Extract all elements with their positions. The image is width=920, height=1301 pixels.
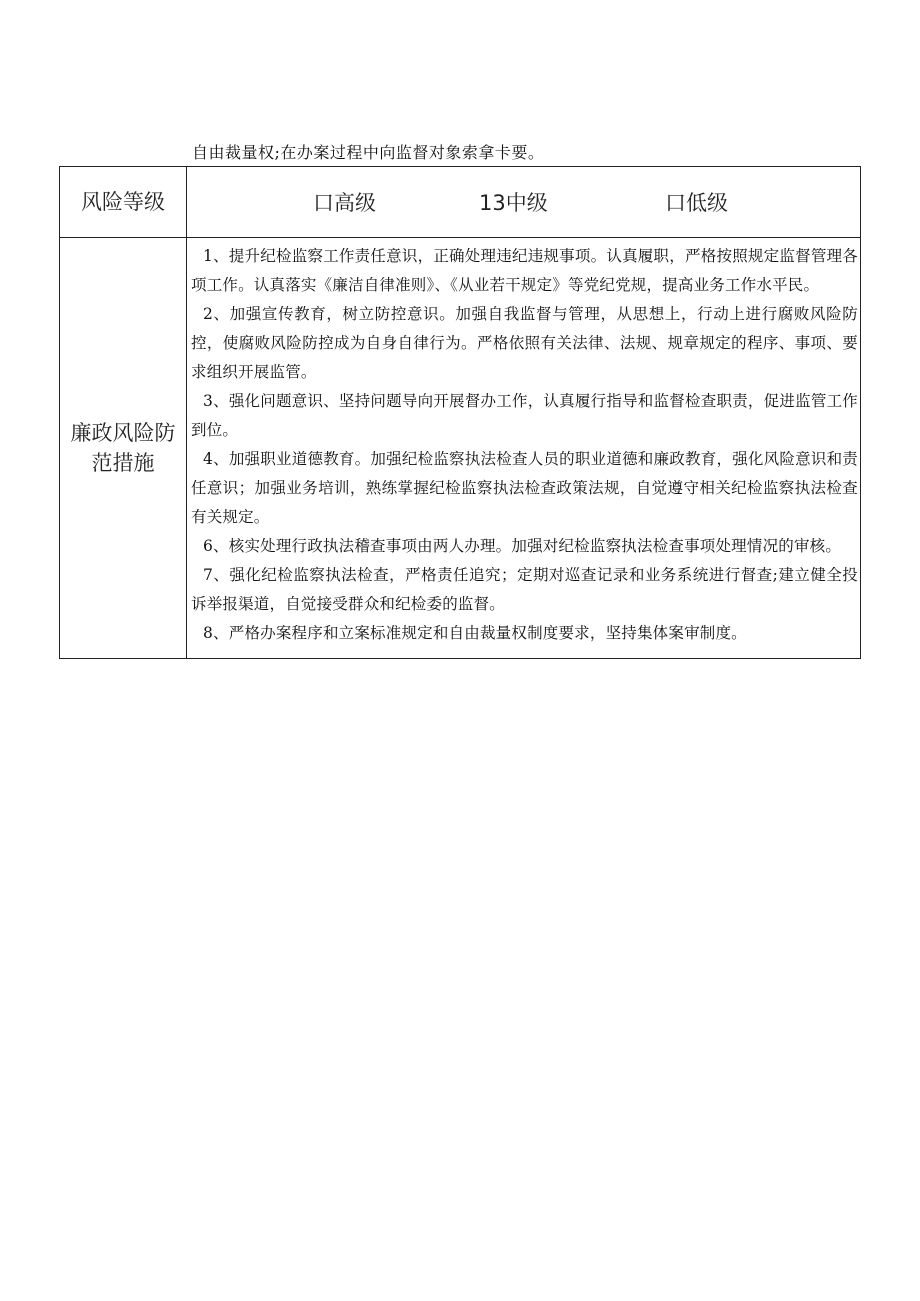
measure-item: 8、严格办案程序和立案标准规定和自由裁量权制度要求，坚持集体案审制度。 <box>203 624 747 642</box>
level-option-high: 口高级 <box>313 191 376 215</box>
measure-item: 1、提升纪检监察工作责任意识，正确处理违纪违规事项。认真履职，严格按照规定监督管理各项工作。认真落实《廉洁自律准则》、《从业若干规定》等党纪党规，提高业务工作水平民。 <box>191 247 858 294</box>
risk-level-options <box>187 167 861 238</box>
measure-item: 2、加强宣传教育，树立防控意识。加强自我监督与管理，从思想上，行动上进行腐败风险防控，使腐败风险防控成为自身自律行为。严格依照有关法律、法规、规章规定的程序、事项、要求组织开展监管。 <box>191 305 858 381</box>
level-option-low: 口低级 <box>665 191 728 215</box>
measure-item: 6、核实处理行政执法稽查事项由两人办理。加强对纪检监察执法检查事项处理情况的审核。 <box>203 537 842 555</box>
risk-level-label: 风险等级 <box>60 167 187 238</box>
measure-item: 3、强化问题意识、坚持问题导向开展督办工作，认真履行指导和监督检查职责，促进监管工作到位。 <box>191 392 858 439</box>
continuation-text: 自由裁量权;在办案过程中向监督对象索拿卡要。 <box>192 143 545 162</box>
risk-table <box>59 166 861 659</box>
measure-item: 7、强化纪检监察执法检查，严格责任追究；定期对巡查记录和业务系统进行督查;建立健全投诉举报渠道，自觉接受群众和纪检委的监督。 <box>191 566 858 613</box>
level-option-medium: 13中级 <box>479 191 548 215</box>
measure-item: 4、加强职业道德教育。加强纪检监察执法检查人员的职业道德和廉政教育，强化风险意识和责任意识；加强业务培训，熟练掌握纪检监察执法检查政策法规，自觉遵守相关纪检监察执法检查有关规定。 <box>191 450 858 526</box>
measures-row <box>60 238 861 659</box>
measures-label: 廉政风险防范措施 <box>60 238 187 659</box>
risk-level-row <box>60 167 861 238</box>
measures-list <box>187 238 861 659</box>
